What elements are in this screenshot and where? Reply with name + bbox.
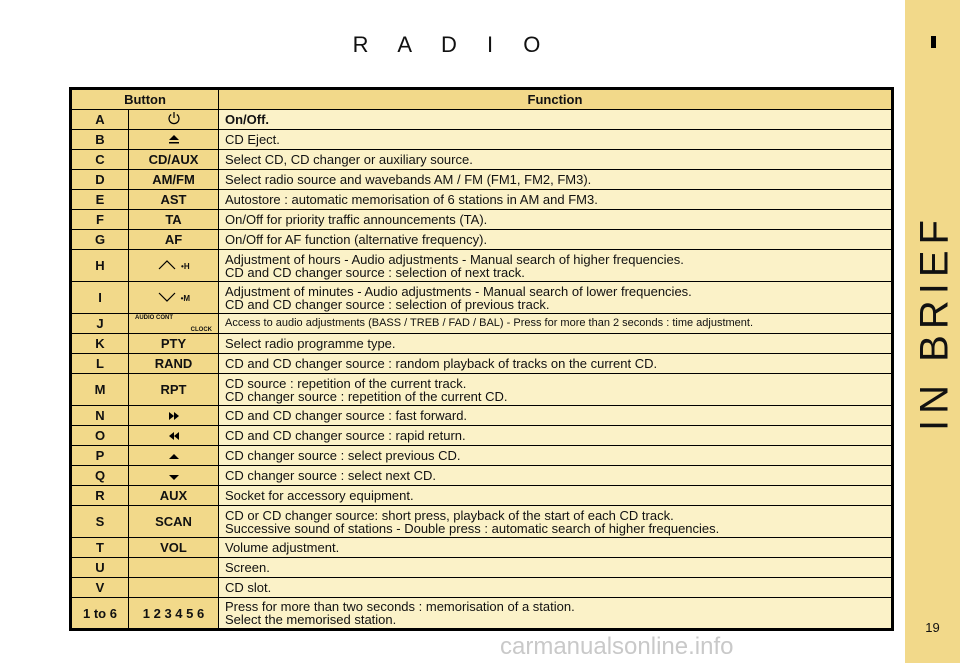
row-key: 1 to 6 — [71, 598, 129, 630]
triangle-down-icon — [168, 469, 180, 484]
row-key: R — [71, 486, 129, 506]
function-cell — [219, 190, 893, 210]
button-label: RAND — [154, 356, 193, 371]
row-key: N — [71, 406, 129, 426]
chevron-up-icon — [157, 259, 177, 274]
function-text: CD and CD changer source : fast forward. — [225, 408, 468, 423]
row-key: K — [71, 334, 129, 354]
rewind-icon — [167, 429, 181, 444]
function-cell — [219, 506, 893, 538]
button-cell — [129, 466, 219, 486]
triangle-up-icon — [168, 449, 180, 464]
button-label: 1 2 3 4 5 6 — [142, 605, 205, 621]
page-title: R A D I O — [352, 32, 553, 57]
table-row — [71, 558, 893, 578]
function-text: Select CD, CD changer or auxiliary source. — [225, 152, 473, 167]
function-cell — [219, 446, 893, 466]
function-cell — [219, 466, 893, 486]
row-key: C — [71, 150, 129, 170]
function-text: CD changer source : select next CD. — [225, 468, 436, 483]
row-key: J — [71, 314, 129, 334]
button-label: AUX — [159, 488, 188, 503]
button-cell — [129, 170, 219, 190]
function-text: On/Off for AF function (alternative frequency). — [225, 232, 488, 247]
section-title: IN BRIEF — [912, 214, 957, 431]
button-cell — [129, 190, 219, 210]
header-button: Button — [71, 89, 219, 110]
audio-cont-label: AUDIO CONT — [135, 314, 173, 321]
function-cell — [219, 110, 893, 130]
function-cell — [219, 170, 893, 190]
button-sublabel: •H — [181, 262, 190, 272]
table-row — [71, 230, 893, 250]
button-cell — [129, 598, 219, 630]
function-text: CD or CD changer source: short press, playback of the start of each CD track. — [225, 507, 674, 523]
button-cell — [129, 406, 219, 426]
function-cell — [219, 250, 893, 282]
row-key: A — [71, 110, 129, 130]
table-row — [71, 426, 893, 446]
function-cell — [219, 230, 893, 250]
table-row — [71, 354, 893, 374]
function-text: CD source : repetition of the current track. — [225, 375, 467, 391]
row-key: D — [71, 170, 129, 190]
function-text-2: CD and CD changer source : selection of previous track. — [225, 296, 550, 312]
table-row — [71, 486, 893, 506]
button-cell — [129, 150, 219, 170]
table-row — [71, 406, 893, 426]
row-key: L — [71, 354, 129, 374]
watermark: carmanualsonline.info — [500, 633, 734, 660]
table-row — [71, 250, 893, 282]
function-cell — [219, 210, 893, 230]
chevron-down-icon — [157, 291, 177, 306]
button-cell — [129, 314, 219, 334]
button-cell — [129, 354, 219, 374]
function-cell — [219, 486, 893, 506]
function-text: CD Eject. — [225, 132, 280, 147]
button-cell — [129, 334, 219, 354]
function-text: Select radio source and wavebands AM / FM (FM1, FM2, FM3). — [225, 172, 592, 187]
row-key: O — [71, 426, 129, 446]
function-text: Socket for accessory equipment. — [225, 488, 414, 503]
side-band — [905, 0, 960, 663]
header-function: Function — [219, 89, 893, 110]
function-cell — [219, 354, 893, 374]
row-key: T — [71, 538, 129, 558]
function-text: Autostore : automatic memorisation of 6 stations in AM and FM3. — [225, 192, 598, 207]
function-cell — [219, 558, 893, 578]
function-cell — [219, 334, 893, 354]
button-cell — [129, 374, 219, 406]
row-key: V — [71, 578, 129, 598]
row-key: G — [71, 230, 129, 250]
table-row — [71, 210, 893, 230]
table-row — [71, 314, 893, 334]
function-text: Adjustment of hours - Audio adjustments - Manual search of higher frequencies. — [225, 251, 684, 267]
function-cell — [219, 374, 893, 406]
button-cell — [129, 130, 219, 150]
button-cell — [129, 446, 219, 466]
function-text: CD and CD changer source : random playback of tracks on the current CD. — [225, 356, 658, 371]
function-text-2: Select the memorised station. — [225, 612, 397, 627]
button-cell — [129, 578, 219, 598]
function-text-2: CD changer source : repetition of the current CD. — [225, 388, 508, 404]
table-row — [71, 506, 893, 538]
button-cell — [129, 250, 219, 282]
button-sublabel: •M — [180, 294, 191, 304]
button-cell — [129, 486, 219, 506]
button-cell — [129, 230, 219, 250]
table-row — [71, 190, 893, 210]
table-row — [71, 374, 893, 406]
function-text: On/Off for priority traffic announcements (TA). — [225, 212, 488, 227]
button-label: CD/AUX — [148, 152, 199, 167]
function-text: On/Off. — [225, 112, 270, 127]
button-label: VOL — [160, 540, 187, 555]
table-row — [71, 446, 893, 466]
row-key: E — [71, 190, 129, 210]
button-cell — [129, 538, 219, 558]
table-row — [71, 334, 893, 354]
clock-label: CLOCK — [190, 326, 212, 333]
table-row — [71, 170, 893, 190]
row-key: I — [71, 282, 129, 314]
button-label: SCAN — [155, 514, 192, 529]
button-label: AM/FM — [152, 172, 195, 187]
function-text: Select radio programme type. — [225, 336, 396, 351]
function-cell — [219, 282, 893, 314]
function-text: Screen. — [225, 560, 270, 575]
row-key: Q — [71, 466, 129, 486]
function-cell — [219, 314, 893, 334]
table-row — [71, 110, 893, 130]
eject-icon — [166, 133, 182, 148]
row-key: P — [71, 446, 129, 466]
button-cell — [129, 558, 219, 578]
button-label: AF — [164, 232, 183, 247]
function-text: CD slot. — [225, 580, 272, 595]
button-cell — [129, 210, 219, 230]
row-key: S — [71, 506, 129, 538]
function-cell — [219, 578, 893, 598]
table-row — [71, 282, 893, 314]
function-text: Press for more than two seconds : memorisation of a station. — [225, 599, 575, 614]
table-row — [71, 598, 893, 630]
button-label: PTY — [160, 336, 187, 351]
function-cell — [219, 598, 893, 630]
button-label: RPT — [160, 382, 187, 397]
function-text: CD changer source : select previous CD. — [225, 448, 461, 463]
function-cell — [219, 406, 893, 426]
function-text: CD and CD changer source : rapid return. — [225, 428, 466, 443]
button-cell — [129, 110, 219, 130]
function-text: Adjustment of minutes - Audio adjustments - Manual search of lower frequencies. — [225, 283, 692, 299]
radio-controls-table — [69, 87, 894, 631]
function-text-2: Successive sound of stations - Double press : automatic search of higher frequencies. — [225, 520, 720, 536]
button-label: TA — [165, 212, 182, 227]
button-cell — [129, 506, 219, 538]
table-row — [71, 538, 893, 558]
button-cell — [129, 426, 219, 446]
page-number: 19 — [925, 620, 940, 635]
table-row — [71, 130, 893, 150]
function-cell — [219, 426, 893, 446]
row-key: B — [71, 130, 129, 150]
table-row — [71, 466, 893, 486]
function-cell — [219, 538, 893, 558]
row-key: M — [71, 374, 129, 406]
row-key: U — [71, 558, 129, 578]
fast-forward-icon — [167, 409, 181, 424]
function-cell — [219, 130, 893, 150]
button-label: AST — [160, 192, 187, 207]
row-key: F — [71, 210, 129, 230]
power-icon — [167, 111, 181, 128]
function-text: Volume adjustment. — [225, 540, 340, 555]
function-text-2: CD and CD changer source : selection of next track. — [225, 264, 525, 280]
table-row — [71, 578, 893, 598]
button-cell — [129, 282, 219, 314]
chapter-marker — [931, 36, 936, 48]
function-cell — [219, 150, 893, 170]
table-row — [71, 150, 893, 170]
table-header-row — [71, 89, 893, 110]
function-text: Access to audio adjustments (BASS / TREB / FAD / BAL) - Press for more than 2 seconds : time adjustment. — [225, 317, 754, 329]
row-key: H — [71, 250, 129, 282]
